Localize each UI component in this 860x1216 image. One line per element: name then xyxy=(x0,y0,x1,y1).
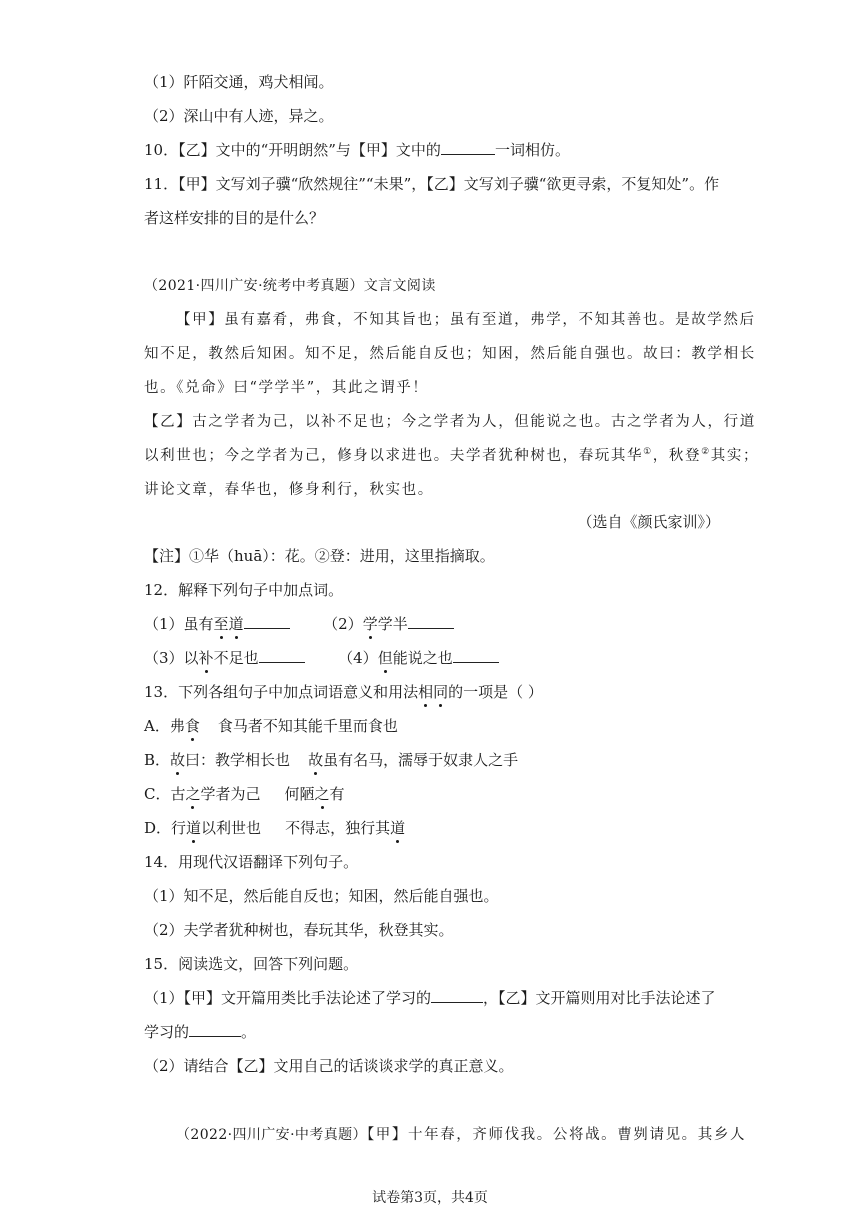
q10-answer-blank xyxy=(441,140,495,155)
q10-text-after: 一词相仿。 xyxy=(494,141,570,159)
passage-jia-line-1: 【甲】虽有嘉肴，弗食，不知其旨也；虽有至道，弗学，不知其善也。是故学然后 xyxy=(176,312,756,328)
q13-stem-b: 的一项是（ ） xyxy=(448,683,543,701)
q12-i1-pre: （1）虽有 xyxy=(144,615,214,633)
q12-i2-pre: （2） xyxy=(323,615,363,633)
q12-i1-blank xyxy=(244,614,290,629)
note-mark-1: ① xyxy=(643,447,653,457)
q12-i4-blank xyxy=(453,648,499,663)
question-10 xyxy=(144,140,570,160)
passage-jia-line-2: 知不足，教然后知困。知不足，然后能自反也；知困，然后能自强也。故曰：教学相长 xyxy=(144,346,756,362)
option-d-text-2: 不得志，独行其 xyxy=(285,819,391,837)
section-2-header: （2021·四川广安·统考中考真题）文言文阅读 xyxy=(144,278,436,294)
q15-item-1-line-2 xyxy=(144,1022,256,1042)
option-b-text-1: 曰：教学相长也 xyxy=(185,751,291,769)
option-b-label: B． xyxy=(144,751,171,769)
dotted-char: 相 xyxy=(418,683,434,701)
q15-item-2: （2）请结合【乙】文用自己的话谈谈求学的真正意义。 xyxy=(144,1057,514,1075)
option-c-text-1: 学者为己 xyxy=(200,785,261,803)
q14-stem: 14．用现代汉语翻译下列句子。 xyxy=(144,853,359,871)
section-3-intro xyxy=(176,1124,746,1145)
passage-yi-line-2-c: 其实； xyxy=(710,448,760,464)
q11-line-2: 者这样安排的目的是什么？ xyxy=(144,209,325,227)
passage-yi-line-2 xyxy=(144,446,759,466)
passage-yi-line-2-a: 以利世也；今之学者为己，修身以求进也。夫学者犹种树也，春玩其华 xyxy=(144,448,644,464)
dotted-char: 食 xyxy=(184,717,200,735)
dotted-char: 同 xyxy=(433,683,449,701)
dotted-char: 至 xyxy=(213,615,229,633)
dotted-char: 之 xyxy=(314,785,330,803)
q13-option-d xyxy=(144,818,405,838)
q12-i4-pre: （4） xyxy=(338,649,378,667)
q12-i3-blank xyxy=(259,648,305,663)
q12-i3-post: 不足也 xyxy=(213,649,259,667)
section-3-header: （2022·四川广安·中考真题） xyxy=(176,1127,367,1143)
option-a-text: 食马者不知其能千里而食也 xyxy=(217,717,398,735)
q15-item-1-line-1 xyxy=(144,988,716,1008)
dotted-char: 道 xyxy=(228,615,244,633)
q15-i1-blank-2 xyxy=(189,1022,241,1037)
q15-i1-text-c: 学习的 xyxy=(144,1023,190,1041)
dotted-char: 故 xyxy=(308,751,324,769)
q12-stem: 12．解释下列句子中加点词。 xyxy=(144,581,344,599)
option-c-text-2: 何陋 xyxy=(284,785,315,803)
dotted-char: 道 xyxy=(186,819,202,837)
q15-i1-text-a: （1）【甲】文开篇用类比手法论述了学习的 xyxy=(144,989,432,1007)
passage-source: （选自《颜氏家训》） xyxy=(577,513,720,531)
q12-row-1 xyxy=(144,614,454,634)
q12-i3-pre: （3）以 xyxy=(144,649,199,667)
q14-item-1: （1）知不足，然后能自反也；知困，然后能自强也。 xyxy=(144,887,499,905)
dotted-char: 故 xyxy=(170,751,186,769)
option-a-label: A．弗 xyxy=(144,717,185,735)
q15-i1-text-b: ，【乙】文开篇则用对比手法论述了 xyxy=(483,989,716,1007)
q12-row-2 xyxy=(144,648,499,668)
q9-item-2: （2）深山中有人迹，异之。 xyxy=(144,107,334,125)
q13-option-a xyxy=(144,716,398,736)
q15-stem: 15．阅读选文，回答下列问题。 xyxy=(144,955,359,973)
option-c-label: C．古 xyxy=(144,785,186,803)
page-footer: 试卷第3页，共4页 xyxy=(372,1190,488,1206)
q10-text-before: 10．【乙】文中的“开明朗然”与【甲】文中的 xyxy=(144,141,441,159)
q13-option-c xyxy=(144,784,345,804)
passage-jia-line-3: 也。《兑命》曰“学学半”，其此之谓乎！ xyxy=(144,380,429,396)
q9-item-1: （1）阡陌交通，鸡犬相闻。 xyxy=(144,73,334,91)
option-d-label: D．行 xyxy=(144,819,187,837)
annotation-note: 【注】①华（huā）：花。②登：进用，这里指摘取。 xyxy=(144,547,495,565)
option-d-text-1: 以利世也 xyxy=(201,819,262,837)
note-mark-2: ② xyxy=(701,447,711,457)
q12-i2-blank xyxy=(408,614,454,629)
option-b-text-2: 虽有名马，濡辱于奴隶人之手 xyxy=(323,751,519,769)
dotted-char: 之 xyxy=(185,785,201,803)
dotted-char: 学 xyxy=(362,615,378,633)
option-c-text-3: 有 xyxy=(329,785,345,803)
q15-i1-text-d: 。 xyxy=(241,1023,257,1041)
passage-yi-line-2-b: ，秋登 xyxy=(652,448,702,464)
section-3-passage-start: 【甲】十年春，齐师伐我。公将战。曹刿请见。其乡人 xyxy=(366,1127,747,1143)
q14-item-2: （2）夫学者犹种树也，春玩其华，秋登其实。 xyxy=(144,921,454,939)
passage-yi-line-1: 【乙】古之学者为己，以补不足也；今之学者为人，但能说之也。古之学者为人，行道 xyxy=(144,414,756,430)
q12-i2-post: 学半 xyxy=(377,615,408,633)
q13-option-b xyxy=(144,750,518,770)
q12-i4-post: 能说之也 xyxy=(392,649,453,667)
dotted-char: 但 xyxy=(377,649,393,667)
passage-yi-line-3: 讲论文章，春华也，修身利行，秋实也。 xyxy=(144,482,434,498)
q13-stem-a: 13．下列各组句子中加点词语意义和用法 xyxy=(144,683,419,701)
q15-i1-blank-1 xyxy=(431,988,483,1003)
q11-line-1: 11．【甲】文写刘子骥“欣然规往”“未果”，【乙】文写刘子骥“欲更寻索，不复知处”。作 xyxy=(144,175,720,193)
q13-stem xyxy=(144,682,543,702)
dotted-char: 补 xyxy=(198,649,214,667)
dotted-char: 道 xyxy=(390,819,406,837)
